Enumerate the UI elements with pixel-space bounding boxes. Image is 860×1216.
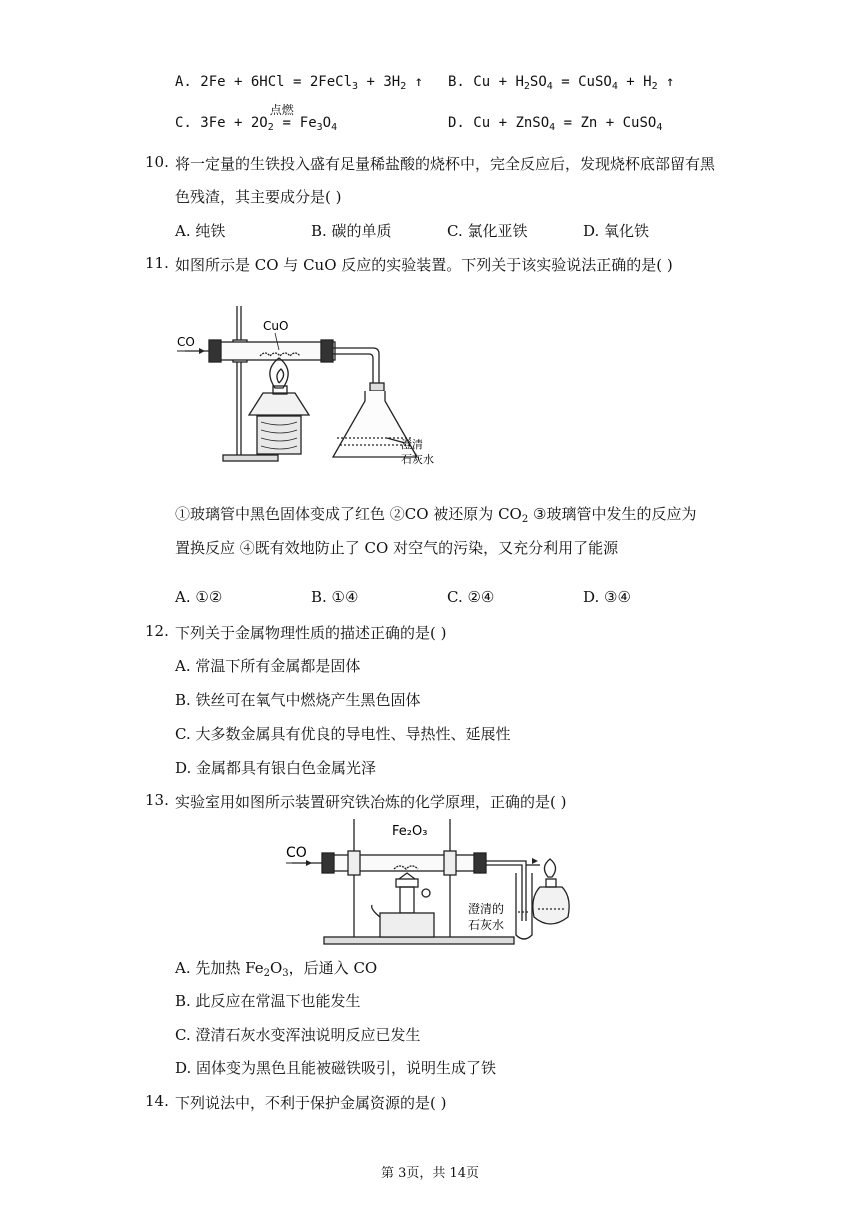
q9-option-a: A. 2Fe + 6HCl = 2FeCl$_3$ + $3H_2$ ↑ [175,74,424,92]
q9-option-c: C. $3Fe + 2O_2$ 点燃 = $Fe_3O_4$ [175,103,338,133]
q13-number: 13. [145,791,169,809]
q11-statements-line2: 置换反应 ④既有效地防止了 CO 对空气的污染，又充分利用了能源 [175,539,619,557]
q13-option-d: D. 固体变为黑色且能被磁铁吸引，说明生成了铁 [175,1059,497,1077]
q13-stem: 实验室用如图所示装置研究铁冶炼的化学原理，正确的是( ) [175,793,567,811]
page-footer: 第 3页，共 14页 [380,1166,480,1181]
q11-fig-water-label1: 澄清 [401,438,423,451]
q12-option-a: A. 常温下所有金属都是固体 [175,657,361,675]
q11-option-b: B. ①④ [311,588,359,606]
q13-option-a: A. 先加热 $Fe_2O_3$，后通入 CO [175,959,378,979]
q13-option-c: C. 澄清石灰水变浑浊说明反应已发生 [175,1026,421,1044]
q13-fig-fe2o3-label: Fe₂O₃ [392,824,428,839]
q10-number: 10. [145,153,169,171]
q11-fig-co-label: CO [177,335,195,349]
q10-option-c: C. 氯化亚铁 [447,222,528,240]
q9-option-d: D. Cu + ZnSO$_4$ = Zn + CuSO$_4$ [448,115,663,133]
q11-option-d: D. ③④ [583,588,631,606]
q12-number: 12. [145,622,169,640]
q13-fig-water-label2: 石灰水 [468,918,505,932]
q10-stem-line1: 将一定量的生铁投入盛有足量稀盐酸的烧杯中，完全反应后，发现烧杯底部留有黑 [175,155,716,173]
q11-option-c: C. ②④ [447,588,495,606]
q10-option-d: D. 氧化铁 [583,222,650,240]
q14-number: 14. [145,1092,169,1110]
q12-option-b: B. 铁丝可在氧气中燃烧产生黑色固体 [175,691,421,709]
q11-stem: 如图所示是 CO 与 CuO 反应的实验装置。下列关于该实验说法正确的是( ) [175,256,673,274]
q12-option-d: D. 金属都具有银白色金属光泽 [175,759,377,777]
q10-stem-line2: 色残渣，其主要成分是( ) [175,188,342,206]
q13-option-b: B. 此反应在常温下也能发生 [175,992,361,1010]
q14-stem: 下列说法中，不利于保护金属资源的是( ) [175,1094,447,1112]
q13-fig-water-label1: 澄清的 [468,902,505,916]
q12-option-c: C. 大多数金属具有优良的导电性、导热性、延展性 [175,725,511,743]
q11-statements-line1: ①玻璃管中黑色固体变成了红色 ②CO 被还原为 $CO_2$ ③玻璃管中发生的反应为 [175,505,697,525]
q10-option-a: A. 纯铁 [175,222,226,240]
q11-option-a: A. ①② [175,588,223,606]
q9-option-b: B. $Cu + H_2SO_4$ = CuSO$_4$ + $H_2$ ↑ [448,74,675,92]
q11-fig-water-label2: 石灰水 [401,453,434,466]
q12-stem: 下列关于金属物理性质的描述正确的是( ) [175,624,447,642]
q10-option-b: B. 碳的单质 [311,222,392,240]
q11-fig-cuo-label: CuO [263,319,289,333]
reaction-condition: 点燃 [269,103,294,117]
q11-apparatus-figure [175,298,445,468]
q11-number: 11. [145,254,169,272]
q13-apparatus-figure [284,817,584,947]
q13-fig-co-label: CO [286,845,307,861]
